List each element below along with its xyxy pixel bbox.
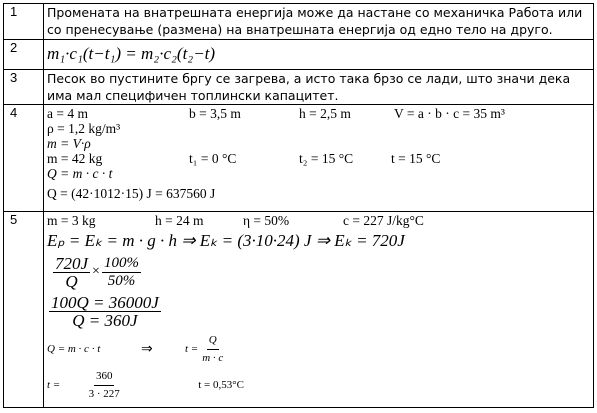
row-number: 5 — [4, 212, 44, 408]
fraction-energy-heat: $\frac{720J}{Q}$ — [55, 253, 89, 291]
row-text: Песок во пустините бргу се загрева, а исто така брзо се лади, што значи дека има мал специфичен топлински капацитет. — [44, 70, 594, 105]
temperature-result: t = 0,53°C — [198, 379, 244, 391]
row-text: Промената на внатрешната енергија може да настане со механичка Работа или со пренесување (размена) на внатрешната енергија од едно тело на друго. — [44, 4, 594, 40]
t-equals: t = — [47, 379, 61, 391]
given-t: t = 15 °C — [391, 151, 441, 166]
table-row — [4, 4, 594, 40]
table-row — [4, 40, 594, 70]
heat-formula: Q = m · c · t — [47, 343, 101, 355]
table-row — [4, 212, 594, 408]
given-t2: t₂ = 15 °C — [299, 151, 354, 166]
given-mass: m = 42 kg — [47, 151, 103, 166]
times-sign: × — [92, 264, 100, 279]
table-row — [4, 105, 594, 212]
formula-cell — [44, 40, 594, 70]
table-row — [4, 70, 594, 105]
heat-balance-formula: m₁·c₁(t−t₁) = m₂·c₂(t₂−t) — [47, 44, 216, 63]
row-number: 2 — [4, 40, 44, 70]
energy-equation: Eₚ = Eₖ = m · g · h ⇒ Eₖ = (3·10·24) J ⇒ Eₖ = 720J — [47, 231, 405, 250]
solution-cell — [44, 105, 594, 212]
given-density: ρ = 1,2 kg/m³ — [47, 121, 121, 136]
row-number: 1 — [4, 4, 44, 40]
given-height: h = 24 m — [155, 213, 204, 228]
fraction-percent: $\frac{100\%}{50\%}$ — [103, 254, 139, 289]
given-efficiency: η = 50% — [243, 213, 290, 228]
given-mass: m = 3 kg — [47, 213, 96, 228]
given-b: b = 3,5 m — [189, 106, 241, 121]
given-specific-heat: c = 227 J/kg°C — [343, 213, 424, 228]
implies-arrow: ⇒ — [141, 341, 153, 357]
volume-formula: V = a · b · c = 35 m³ — [394, 106, 505, 121]
given-h: h = 2,5 m — [299, 106, 351, 121]
mass-formula: m = V·ρ — [47, 136, 91, 151]
solution-cell — [44, 212, 594, 408]
fraction-solution: $\frac{100Q = 36000J}{Q = 360J}$ — [51, 292, 159, 330]
t-equals: t = — [185, 343, 199, 355]
temperature-fraction: $\frac{Q}{m \cdot c}$ — [202, 333, 224, 364]
given-a: a = 4 m — [47, 106, 88, 121]
row-number: 4 — [4, 105, 44, 212]
given-t1: t₁ = 0 °C — [189, 151, 237, 166]
row-number: 3 — [4, 70, 44, 105]
heat-result: Q = (42·1012·15) J = 637560 J — [47, 186, 216, 201]
temperature-value-fraction: $\frac{360}{3 \cdot 227}$ — [88, 369, 120, 400]
heat-formula: Q = m · c · t — [47, 166, 113, 181]
answer-table — [3, 3, 594, 408]
